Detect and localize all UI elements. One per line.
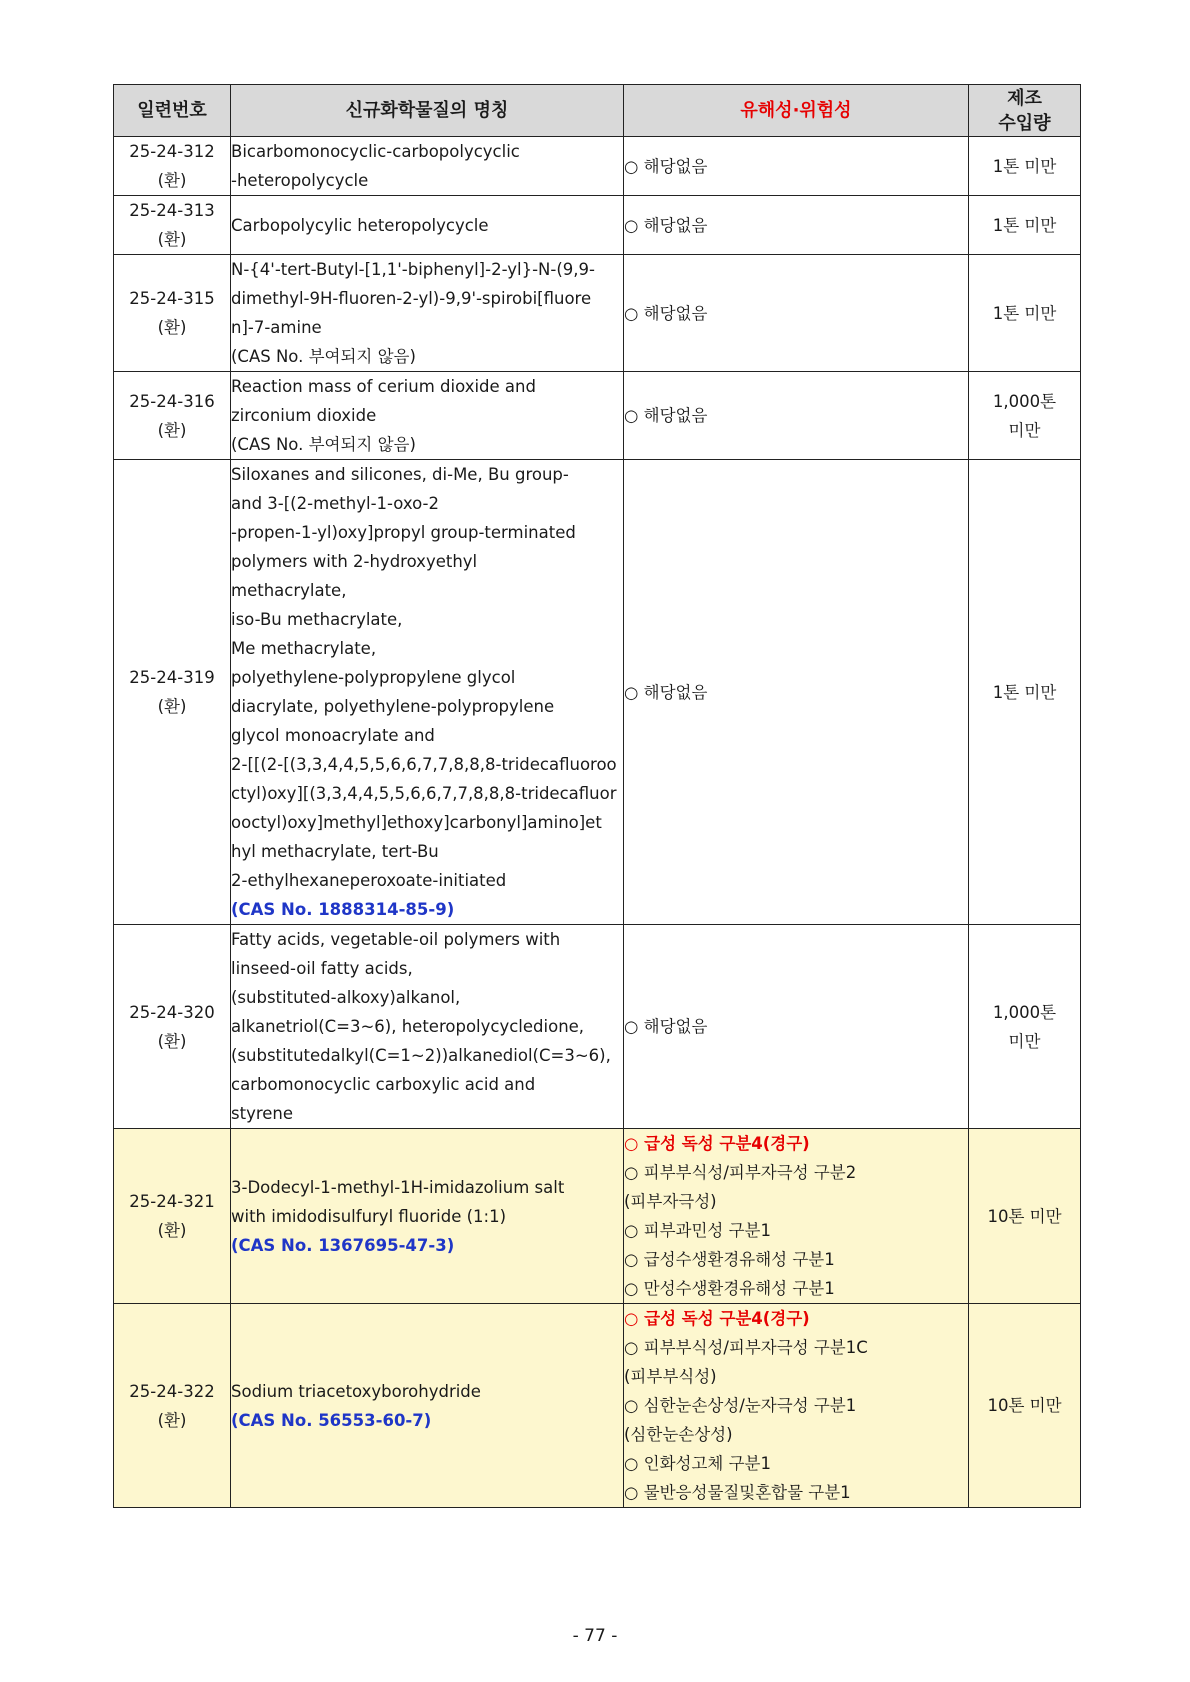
cas-number: (CAS No. 1888314-85-9) — [231, 900, 455, 919]
serial-number: 25-24-322 — [129, 1381, 215, 1401]
cell-substance-name — [231, 372, 624, 460]
table-row — [114, 255, 1081, 372]
substance-name-line: carbomonocyclic carboxylic acid and — [231, 1075, 536, 1094]
volume-value: 10톤 미만 — [987, 1206, 1062, 1226]
hazard-item: (심한눈손상성) — [624, 1425, 733, 1444]
volume-value: 1톤 미만 — [992, 156, 1057, 176]
substance-name-line: diacrylate, polyethylene-polypropylene — [231, 697, 555, 716]
substance-name-line: (substituted-alkoxy)alkanol, — [231, 988, 461, 1007]
table-body — [114, 137, 1081, 1508]
substance-name-line: (CAS No. 부여되지 않음) — [231, 347, 416, 366]
serial-number: 25-24-319 — [129, 668, 215, 687]
substance-name-line: (substitutedalkyl(C=1~2))alkanediol(C=3~6), — [231, 1046, 611, 1065]
cell-volume — [969, 1129, 1081, 1304]
substance-name-line: Sodium triacetoxyborohydride — [231, 1381, 481, 1401]
substance-name-line: ooctyl)oxy]methyl]ethoxy]carbonyl]amino]et — [231, 813, 602, 832]
hazard-item: ○ 물반응성물질및혼합물 구분1 — [624, 1483, 851, 1502]
header-substance-name: 신규화학물질의 명칭 — [231, 85, 624, 137]
table-row — [114, 925, 1081, 1129]
table-row — [114, 1129, 1081, 1304]
table-row — [114, 372, 1081, 460]
cell-hazard — [624, 925, 969, 1129]
volume-value: 미만 — [1008, 420, 1041, 440]
substance-name-line: Me methacrylate, — [231, 639, 377, 658]
substance-name-line: 2-[[(2-[(3,3,4,4,5,5,6,6,7,7,8,8,8-tridecafluoroo — [231, 755, 617, 774]
hazard-item: (피부부식성) — [624, 1367, 717, 1386]
cell-substance-name — [231, 196, 624, 255]
serial-number-suffix: (환) — [157, 1221, 187, 1240]
serial-number-suffix: (환) — [157, 1410, 187, 1430]
table-row — [114, 196, 1081, 255]
cell-substance-name — [231, 460, 624, 925]
hazard-item: ○ 해당없음 — [624, 156, 708, 176]
serial-number-suffix: (환) — [157, 697, 187, 716]
cell-hazard — [624, 1129, 969, 1304]
volume-value: 1톤 미만 — [992, 682, 1057, 702]
table-header-row — [114, 85, 1081, 137]
cell-hazard — [624, 372, 969, 460]
cell-substance-name — [231, 1304, 624, 1508]
cell-volume — [969, 372, 1081, 460]
cell-substance-name — [231, 1129, 624, 1304]
hazard-item: ○ 피부부식성/피부자극성 구분2 — [624, 1163, 857, 1182]
cell-serial-number — [114, 1129, 231, 1304]
hazard-item: ○ 해당없음 — [624, 1017, 708, 1036]
substance-name-line: 2-ethylhexaneperoxoate-initiated — [231, 871, 507, 890]
cell-hazard — [624, 137, 969, 196]
hazard-item: ○ 심한눈손상성/눈자극성 구분1 — [624, 1396, 857, 1415]
serial-number-suffix: (환) — [157, 420, 187, 440]
header-hazard: 유해성·위험성 — [624, 85, 969, 137]
cell-serial-number — [114, 255, 231, 372]
table-row — [114, 1304, 1081, 1508]
hazard-item: ○ 해당없음 — [624, 682, 708, 702]
volume-value: 1톤 미만 — [992, 215, 1057, 235]
substance-name-line: with imidodisulfuryl fluoride (1:1) — [231, 1206, 507, 1226]
cell-substance-name — [231, 925, 624, 1129]
hazard-item: ○ 해당없음 — [624, 406, 708, 425]
volume-value: 10톤 미만 — [987, 1396, 1062, 1415]
hazard-item: ○ 급성수생환경유해성 구분1 — [624, 1250, 835, 1269]
serial-number: 25-24-320 — [129, 1002, 215, 1022]
substance-name-line: Reaction mass of cerium dioxide and — [231, 377, 536, 396]
substance-name-line: -propen-1-yl)oxy]propyl group-terminated — [231, 523, 576, 542]
cell-volume — [969, 255, 1081, 372]
page-number: - 77 - — [572, 1626, 618, 1646]
header-volume — [969, 85, 1081, 137]
serial-number: 25-24-316 — [129, 391, 215, 411]
cell-volume — [969, 460, 1081, 925]
hazard-item: ○ 해당없음 — [624, 215, 708, 235]
substance-name-line: (CAS No. 부여되지 않음) — [231, 435, 416, 454]
cell-volume — [969, 1304, 1081, 1508]
cell-serial-number — [114, 1304, 231, 1508]
volume-value: 1,000톤 — [992, 391, 1057, 411]
header-serial-number: 일련번호 — [114, 85, 231, 137]
cell-hazard — [624, 460, 969, 925]
serial-number: 25-24-321 — [129, 1192, 215, 1211]
hazard-item: ○ 급성 독성 구분4(경구) — [624, 1309, 810, 1328]
substance-name-line: n]-7-amine — [231, 318, 322, 337]
header-volume-line1: 제조 — [1007, 87, 1042, 109]
volume-value: 미만 — [1008, 1031, 1041, 1051]
hazard-item: ○ 인화성고체 구분1 — [624, 1454, 771, 1473]
substance-name-line: Carbopolycylic heteropolycycle — [231, 215, 489, 235]
cell-serial-number — [114, 137, 231, 196]
substance-name-line: glycol monoacrylate and — [231, 726, 435, 745]
substance-name-line: Fatty acids, vegetable-oil polymers with — [231, 930, 561, 949]
hazard-item: ○ 만성수생환경유해성 구분1 — [624, 1279, 835, 1298]
header-volume-line2: 수입량 — [998, 112, 1051, 134]
substance-name-line: methacrylate, — [231, 581, 347, 600]
cell-volume — [969, 196, 1081, 255]
serial-number-suffix: (환) — [157, 230, 187, 249]
serial-number-suffix: (환) — [157, 1031, 187, 1051]
volume-value: 1,000톤 — [992, 1002, 1057, 1022]
table-row — [114, 460, 1081, 925]
cas-number: (CAS No. 56553-60-7) — [231, 1410, 432, 1430]
substance-name-line: hyl methacrylate, tert-Bu — [231, 842, 439, 861]
substance-name-line: polymers with 2-hydroxyethyl — [231, 552, 478, 571]
substance-name-line: polyethylene-polypropylene glycol — [231, 668, 516, 687]
substance-name-line: and 3-[(2-methyl-1-oxo-2 — [231, 494, 439, 513]
serial-number-suffix: (환) — [157, 318, 187, 337]
cell-volume — [969, 137, 1081, 196]
cell-hazard — [624, 196, 969, 255]
substance-name-line: Bicarbomonocyclic-carbopolycyclic — [231, 142, 520, 161]
hazard-item: ○ 급성 독성 구분4(경구) — [624, 1134, 810, 1153]
hazard-item: ○ 해당없음 — [624, 303, 708, 323]
cell-serial-number — [114, 460, 231, 925]
substance-name-line: zirconium dioxide — [231, 406, 377, 425]
substance-name-line: iso-Bu methacrylate, — [231, 610, 403, 629]
cell-hazard — [624, 1304, 969, 1508]
serial-number: 25-24-313 — [129, 201, 215, 220]
substance-name-line: 3-Dodecyl-1-methyl-1H-imidazolium salt — [231, 1177, 565, 1197]
cell-serial-number — [114, 372, 231, 460]
substance-name-line: styrene — [231, 1104, 294, 1123]
chemical-substance-table — [113, 84, 1081, 1508]
serial-number-suffix: (환) — [157, 171, 187, 190]
cell-substance-name — [231, 255, 624, 372]
substance-name-line: linseed-oil fatty acids, — [231, 959, 413, 978]
substance-name-line: N-{4'-tert-Butyl-[1,1'-biphenyl]-2-yl}-N-(9,9- — [231, 260, 595, 279]
hazard-item: ○ 피부과민성 구분1 — [624, 1221, 771, 1240]
serial-number: 25-24-312 — [129, 142, 215, 161]
substance-name-line: alkanetriol(C=3~6), heteropolycycledione, — [231, 1017, 585, 1036]
substance-name-line: ctyl)oxy][(3,3,4,4,5,5,6,6,7,7,8,8,8-tridecafluor — [231, 784, 617, 803]
substance-name-line: -heteropolycycle — [231, 171, 369, 190]
cas-number: (CAS No. 1367695-47-3) — [231, 1235, 455, 1255]
cell-substance-name — [231, 137, 624, 196]
substance-name-line: Siloxanes and silicones, di-Me, Bu group- — [231, 465, 569, 484]
volume-value: 1톤 미만 — [992, 303, 1057, 323]
cell-serial-number — [114, 196, 231, 255]
cell-volume — [969, 925, 1081, 1129]
serial-number: 25-24-315 — [129, 289, 215, 308]
cell-serial-number — [114, 925, 231, 1129]
cell-hazard — [624, 255, 969, 372]
substance-name-line: dimethyl-9H-fluoren-2-yl)-9,9'-spirobi[fluore — [231, 289, 592, 308]
hazard-item: (피부자극성) — [624, 1192, 717, 1211]
table-row — [114, 137, 1081, 196]
hazard-item: ○ 피부부식성/피부자극성 구분1C — [624, 1338, 868, 1357]
